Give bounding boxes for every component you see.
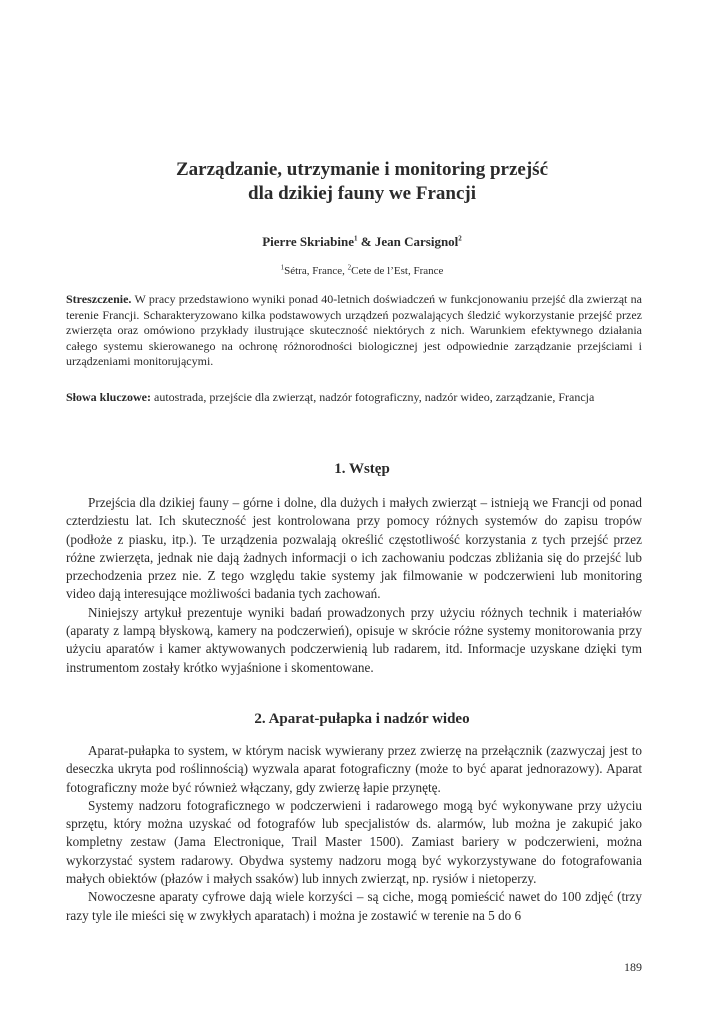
affiliations xyxy=(60,264,664,278)
title-line-1: Zarządzanie, utrzymanie i monitoring przejść xyxy=(175,159,548,180)
author-1-sup: 1 xyxy=(354,234,358,243)
abstract xyxy=(66,292,642,370)
keywords xyxy=(66,390,642,406)
section-1-heading: 1. Wstęp xyxy=(334,461,390,477)
affil-1: Sétra, France, xyxy=(284,265,348,277)
author-1: Pierre Skriabine xyxy=(262,234,355,249)
keywords-label: Słowa kluczowe: xyxy=(66,390,151,404)
section-1-paragraph-2: Niniejszy artykuł prezentuje wyniki badań prowadzonych przy użyciu różnych technik i materiałów (aparaty z lampą błyskową, kamery na podczerwień), opisuje w skrócie różne systemy monitorowania przy użyciu aparatów i kamer aktywowanych podczerwienią lub radarem, itd. Informacje uzyskane dzięki tym instrumentom zostały krótko wyjaśnione i skomentowane. xyxy=(66,604,642,675)
keywords-text: autostrada, przejście dla zwierząt, nadzór fotograficzny, nadzór wideo, zarządzanie, Francja xyxy=(151,390,595,404)
page-title xyxy=(60,158,664,206)
page-number: 189 xyxy=(624,960,642,974)
section-2-heading: 2. Aparat-pułapka i nadzór wideo xyxy=(254,711,470,727)
section-2-paragraph-3: Nowoczesne aparaty cyfrowe dają wiele korzyści – są ciche, mogą pomieścić nawet do 100 zdjęć (trzy razy tyle ile mieści się w zwykłych aparatach) i można je zostawić w terenie na 5 do 6 xyxy=(66,889,642,923)
section-2-body xyxy=(66,742,642,925)
section-2-paragraph-2: Systemy nadzoru fotograficznego w podczerwieni i radarowego mogą być wykonywane przy użyciu sprzętu, który można uzyskać od fotografów lub specjalistów ds. alarmów, lub można je zakupić jako kompletny zestaw (Jama Electronique, Trail Master 1500). Zamiast bariery w podczerwieni, można wykorzystać system radarowy. Obydwa systemy nadzoru mogą być wykorzystywane do fotografowania małych obiektów (płazów i małych ssaków) lub innych zwierząt, np. rysiów i nietoperzy. xyxy=(66,797,642,887)
abstract-text: W pracy przedstawiono wyniki ponad 40-letnich doświadczeń w funkcjonowaniu przejść dla zwierząt na terenie Francji. Scharakteryzowano kilka podstawowych urządzeń pozwalających śledzić wykorzystanie przejść przez zwierzęta oraz omówiono przykłady ilustrujące skuteczność niektórych z nich. Warunkiem efektywnego działania całego systemu skierowanego na ochronę różnorodności biologicznej jest odpowiednie zarządzanie przejściami i urządzeniami monitorującymi. xyxy=(66,292,642,368)
section-1-paragraph-1: Przejścia dla dzikiej fauny – górne i dolne, dla dużych i małych zwierząt – istnieją we Francji od ponad czterdziestu lat. Ich skuteczność jest kontrolowana przy pomocy różnych systemów do zapisu tropów (podłoże z piasku, itp.). Te urządzenia pozwalają określić częstotliwość korzystania z tych przejść przez różne zwierzęta, jednak nie dają żadnych informacji o ich zachowaniu podczas zbliżania się do przejść lub przechodzenia przez nie. Z tego względu takie systemy jak filmowanie w podczerwieni lub monitoring video dają interesujące możliwości badania tych zachowań. xyxy=(66,495,642,602)
section-2-paragraph-1: Aparat-pułapka to system, w którym nacisk wywierany przez zwierzę na przełącznik (zazwyczaj jest to deseczka ukryta pod roślinnością) wyzwala aparat fotograficzny (może to być aparat jednorazowy). Aparat fotograficzny może być również włączany, gdy zwierzę łapie przynętę. xyxy=(66,743,642,795)
abstract-label: Streszczenie. xyxy=(66,292,132,306)
authors xyxy=(60,234,664,250)
affil-2-sup: 2 xyxy=(347,263,352,272)
affil-1-sup: 1 xyxy=(280,263,285,272)
section-1-body xyxy=(66,494,642,677)
author-2: Jean Carsignol xyxy=(374,234,459,249)
author-separator: & xyxy=(357,234,375,249)
author-2-sup: 2 xyxy=(458,234,462,243)
title-line-2: dla dzikiej fauny we Francji xyxy=(248,183,476,204)
affil-2: Cete de l’Est, France xyxy=(351,265,444,277)
